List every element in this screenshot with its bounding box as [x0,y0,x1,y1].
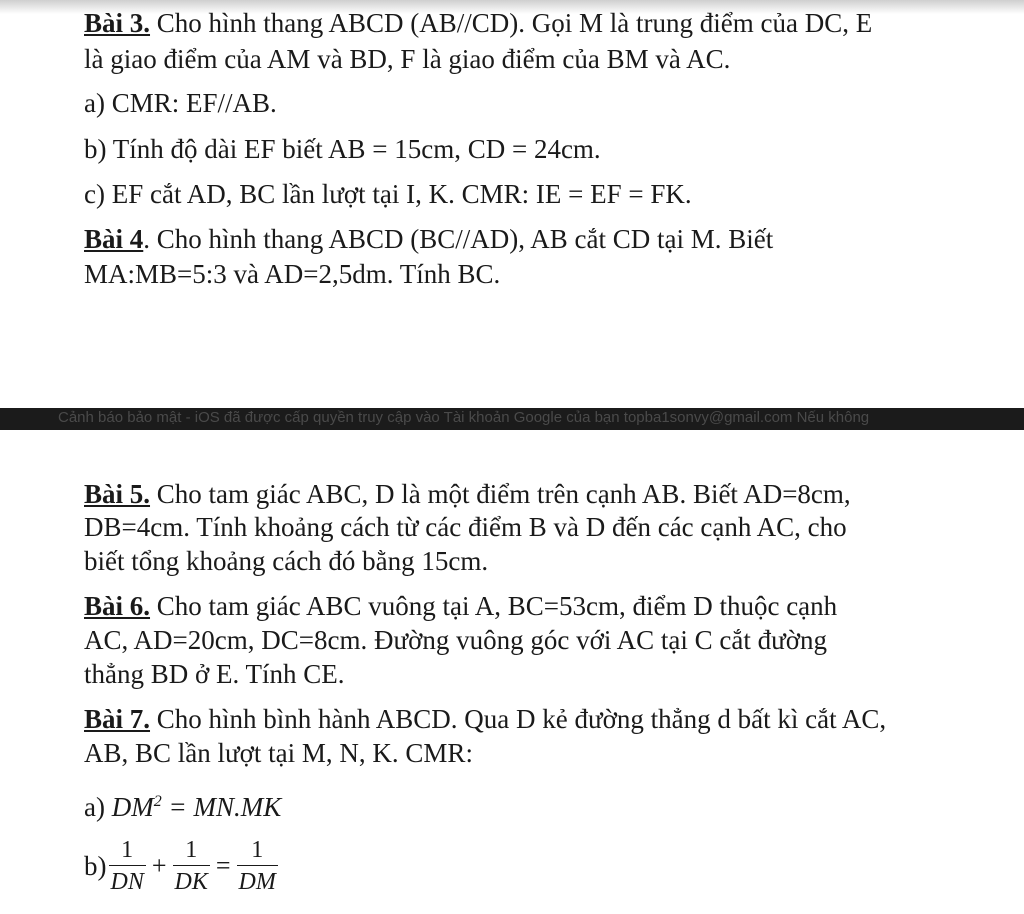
security-notification-bar[interactable] [0,408,1024,430]
fraction-numerator: 1 [251,836,264,863]
bai3-part-a: a) CMR: EF//AB. [84,88,277,118]
bai6-line3: thẳng BD ở E. Tính CE. [84,659,345,689]
bai4-line2: MA:MB=5:3 và AD=2,5dm. Tính BC. [84,259,501,289]
bai7-a-rhs: = MN.MK [161,792,282,822]
fraction-1-over-dm [237,835,278,898]
bai5-label: Bài 5. [84,479,151,509]
fraction-1-over-dk [173,835,210,898]
bai6-label: Bài 6. [84,591,151,621]
bai7-text1: Cho hình bình hành ABCD. Qua D kẻ đường thẳng d bất kì cắt AC, [150,704,887,734]
equals-sign: = [215,851,231,880]
bai3-part-c: c) EF cắt AD, BC lần lượt tại I, K. CMR: IE = EF = FK. [84,179,692,209]
bai3-line1 [84,6,872,40]
bai7-line2: AB, BC lần lượt tại M, N, K. CMR: [84,738,473,768]
bai3-part-b: b) Tính độ dài EF biết AB = 15cm, CD = 24cm. [84,134,601,164]
fraction-denominator: DN [110,868,144,895]
bai3-line2: là giao điểm của AM và BD, F là giao điểm của BM và AC. [84,44,731,74]
fraction-denominator: DK [174,868,208,895]
bai6-text1: Cho tam giác ABC vuông tại A, BC=53cm, điểm D thuộc cạnh [150,591,838,621]
fraction-numerator: 1 [121,836,134,863]
fraction-1-over-dn [109,835,146,898]
bai3-text1: Cho hình thang ABCD (AB//CD). Gọi M là trung điểm của DC, E [150,8,873,38]
bai7-label: Bài 7. [84,704,151,734]
bai7-part-b [84,826,280,906]
notification-text: Cảnh báo bảo mật - iOS đã được cấp quyền truy cập vào Tài khoản Google của bạn topba1sonvy@gmail.com Nếu không [58,409,870,426]
bai3-label: Bài 3. [84,8,151,38]
bai4-label: Bài 4 [84,224,144,254]
bai4-line1 [84,222,773,256]
bai7-part-a [84,785,281,824]
bai5-line2: DB=4cm. Tính khoảng cách từ các điểm B và D đến các cạnh AC, cho [84,512,847,542]
bai4-text1: . Cho hình thang ABCD (BC//AD), AB cắt CD tại M. Biết [143,224,774,254]
bai5-line1 [84,477,851,511]
bai5-text1: Cho tam giác ABC, D là một điểm trên cạnh AB. Biết AD=8cm, [150,479,851,509]
fraction-denominator: DM [238,868,276,895]
bai7-line1 [84,702,886,736]
bai5-line3: biết tổng khoảng cách đó bằng 15cm. [84,546,489,576]
bai7-a-exponent: 2 [153,793,162,810]
bai7-a-prefix: a) [84,792,112,822]
bai7-b-prefix: b) [84,850,107,881]
bai7-a-lhs: DM [111,792,154,822]
bai6-line2: AC, AD=20cm, DC=8cm. Đường vuông góc với AC tại C cắt đường [84,625,828,655]
bai6-line1 [84,589,837,623]
plus-sign: + [151,851,167,880]
fraction-numerator: 1 [185,836,198,863]
